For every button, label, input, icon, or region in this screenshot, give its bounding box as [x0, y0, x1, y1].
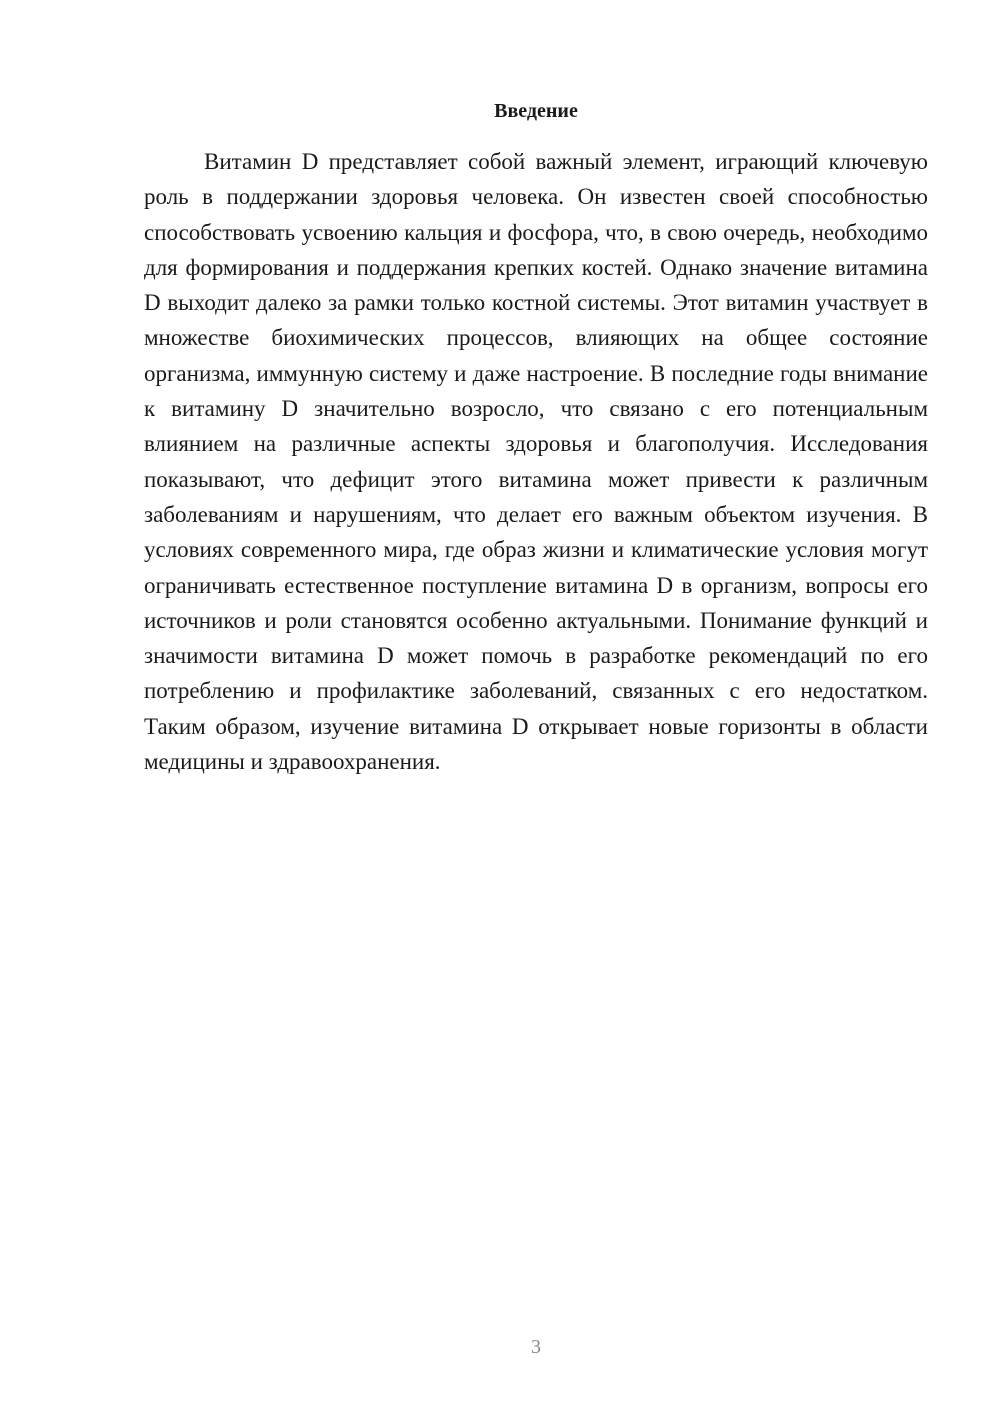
section-title: Введение — [494, 100, 578, 122]
page-number: 3 — [531, 1336, 541, 1358]
body-paragraph: Витамин D представляет собой важный элемент, играющий ключевую роль в поддержании здоровья человека. Он известен своей способностью способствовать усвоению кальция и фосфора, что, в свою очередь, необходимо для формирования и поддержания крепких костей. Однако значение витамина D выходит далеко за рамки только костной системы. Этот витамин участвует в множестве биохимических процессов, влияющих на общее состояние организма, иммунную систему и даже настроение. В последние годы внимание к витамину D значительно возросло, что связано с его потенциальным влиянием на различные аспекты здоровья и благополучия. Исследования показывают, что дефицит этого витамина может привести к различным заболеваниям и нарушениям, что делает его важным объектом изучения. В условиях современного мира, где образ жизни и климатические условия могут ограничивать естественное поступление витамина D в организм, вопросы его источников и роли становятся особенно актуальными. Понимание функций и значимости витамина D может помочь в разработке рекомендаций по его потреблению и профилактике заболеваний, связанных с его недостатком. Таким образом, изучение витамина D открывает новые горизонты в области медицины и здравоохранения. — [144, 149, 928, 775]
